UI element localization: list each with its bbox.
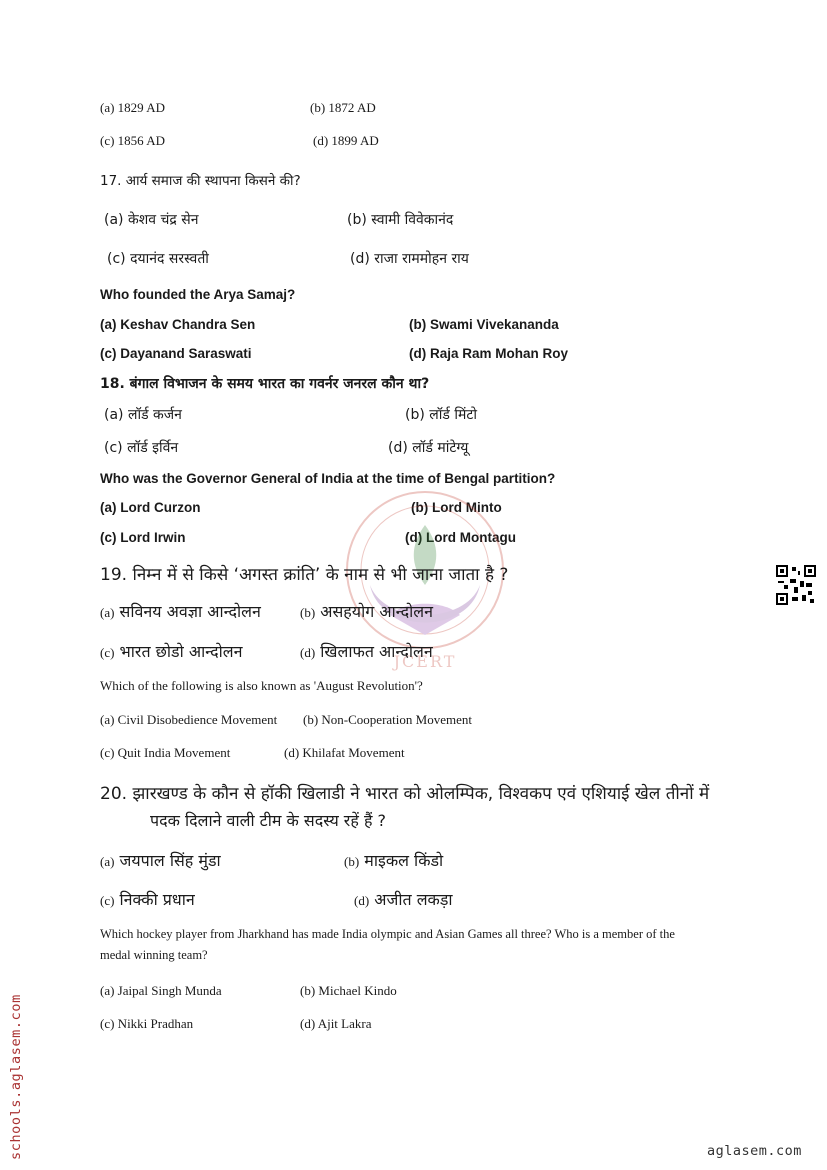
q20-english-question-line2: medal winning team? <box>100 948 208 962</box>
q20-hindi-option-a <box>100 849 221 871</box>
q20-english-question-line1: Which hockey player from Jharkhand has made India olympic and Asian Games all three? Who is a member of the <box>100 927 675 941</box>
q20-hindi-option-d <box>354 888 453 910</box>
watermark-text: JCERT <box>393 652 457 671</box>
q20-english-option-c: (c) Nikki Pradhan <box>100 1016 194 1031</box>
footer-url: aglasem.com <box>707 1143 802 1159</box>
option-prefix: (d) <box>300 645 316 660</box>
option-text: माइकल किंडो <box>364 851 444 870</box>
option-prefix: (c) <box>100 645 115 660</box>
q19-hindi-option-c <box>100 640 243 662</box>
q17-hindi-option-b: (b) स्वामी विवेकानंद <box>347 212 454 228</box>
q18-english-option-b: (b) Lord Minto <box>411 500 502 515</box>
q16-option-c: (c) 1856 AD <box>100 133 165 148</box>
q17-english-question: Who founded the Arya Samaj? <box>100 287 296 302</box>
q16-option-d: (d) 1899 AD <box>313 133 379 148</box>
q17-hindi-option-a: (a) केशव चंद्र सेन <box>104 212 199 228</box>
q16-option-b: (b) 1872 AD <box>310 100 376 115</box>
option-text: जयपाल सिंह मुंडा <box>119 851 221 870</box>
q19-english-question: Which of the following is also known as 'August Revolution'? <box>100 678 423 693</box>
q18-english-question: Who was the Governor General of India at the time of Bengal partition? <box>100 471 556 486</box>
option-prefix: (b) <box>300 605 316 620</box>
option-text: सविनय अवज्ञा आन्दोलन <box>119 602 261 621</box>
q18-english-option-d: (d) Lord Montagu <box>405 530 516 545</box>
side-watermark-url: schools.aglasem.com <box>8 994 24 1160</box>
q20-hindi-question-line2: पदक दिलाने वाली टीम के सदस्य रहें हैं ? <box>150 811 387 830</box>
qr-code-icon <box>776 565 816 605</box>
q17-hindi-question: 17. आर्य समाज की स्थापना किसने की? <box>100 173 301 189</box>
q19-english-option-a: (a) Civil Disobedience Movement <box>100 712 278 727</box>
q19-hindi-option-a <box>100 600 261 622</box>
q18-english-option-c: (c) Lord Irwin <box>100 530 186 545</box>
q20-hindi-question-line1: 20. झारखण्ड के कौन से हॉकी खिलाडी ने भारत को ओलम्पिक, विश्वकप एवं एशियाई खेल तीनों में <box>100 784 710 804</box>
q20-hindi-option-b <box>344 849 443 871</box>
q18-english-option-a: (a) Lord Curzon <box>100 500 201 515</box>
q19-hindi-question: 19. निम्न में से किसे ‘अगस्त क्रांति’ के नाम से भी जाना जाता है ? <box>100 565 509 585</box>
q19-hindi-option-d <box>300 640 433 662</box>
q18-hindi-option-a: (a) लॉर्ड कर्जन <box>104 407 182 423</box>
q17-english-option-c: (c) Dayanand Saraswati <box>100 346 252 361</box>
q20-english-option-b: (b) Michael Kindo <box>300 983 397 998</box>
q19-hindi-option-b <box>300 600 433 622</box>
option-text: भारत छोडो आन्दोलन <box>119 642 243 661</box>
option-prefix: (b) <box>344 854 360 869</box>
option-text: असहयोग आन्दोलन <box>320 602 433 621</box>
q19-english-option-d: (d) Khilafat Movement <box>284 745 405 760</box>
q20-hindi-option-c <box>100 888 195 910</box>
option-text: अजीत लकड़ा <box>374 890 453 909</box>
option-prefix: (c) <box>100 893 115 908</box>
option-text: निक्की प्रधान <box>119 890 195 909</box>
q18-hindi-question: 18. बंगाल विभाजन के समय भारत का गवर्नर जनरल कौन था? <box>100 376 430 392</box>
option-prefix: (a) <box>100 854 115 869</box>
option-prefix: (a) <box>100 605 115 620</box>
q20-english-option-a: (a) Jaipal Singh Munda <box>100 983 222 998</box>
q17-english-option-a: (a) Keshav Chandra Sen <box>100 317 256 332</box>
q18-hindi-option-c: (c) लॉर्ड इर्विन <box>104 440 179 456</box>
q17-english-option-b: (b) Swami Vivekananda <box>409 317 559 332</box>
q20-english-option-d: (d) Ajit Lakra <box>300 1016 372 1031</box>
q17-hindi-option-d: (d) राजा राममोहन राय <box>350 251 469 267</box>
option-text: खिलाफत आन्दोलन <box>320 642 433 661</box>
q17-hindi-option-c: (c) दयानंद सरस्वती <box>107 251 209 267</box>
q17-english-option-d: (d) Raja Ram Mohan Roy <box>409 346 569 361</box>
q19-english-option-b: (b) Non-Cooperation Movement <box>303 712 472 727</box>
q18-hindi-option-d: (d) लॉर्ड मांटेग्यू <box>388 440 469 456</box>
q19-english-option-c: (c) Quit India Movement <box>100 745 231 760</box>
q18-hindi-option-b: (b) लॉर्ड मिंटो <box>405 407 477 423</box>
q16-option-a: (a) 1829 AD <box>100 100 165 115</box>
option-prefix: (d) <box>354 893 370 908</box>
